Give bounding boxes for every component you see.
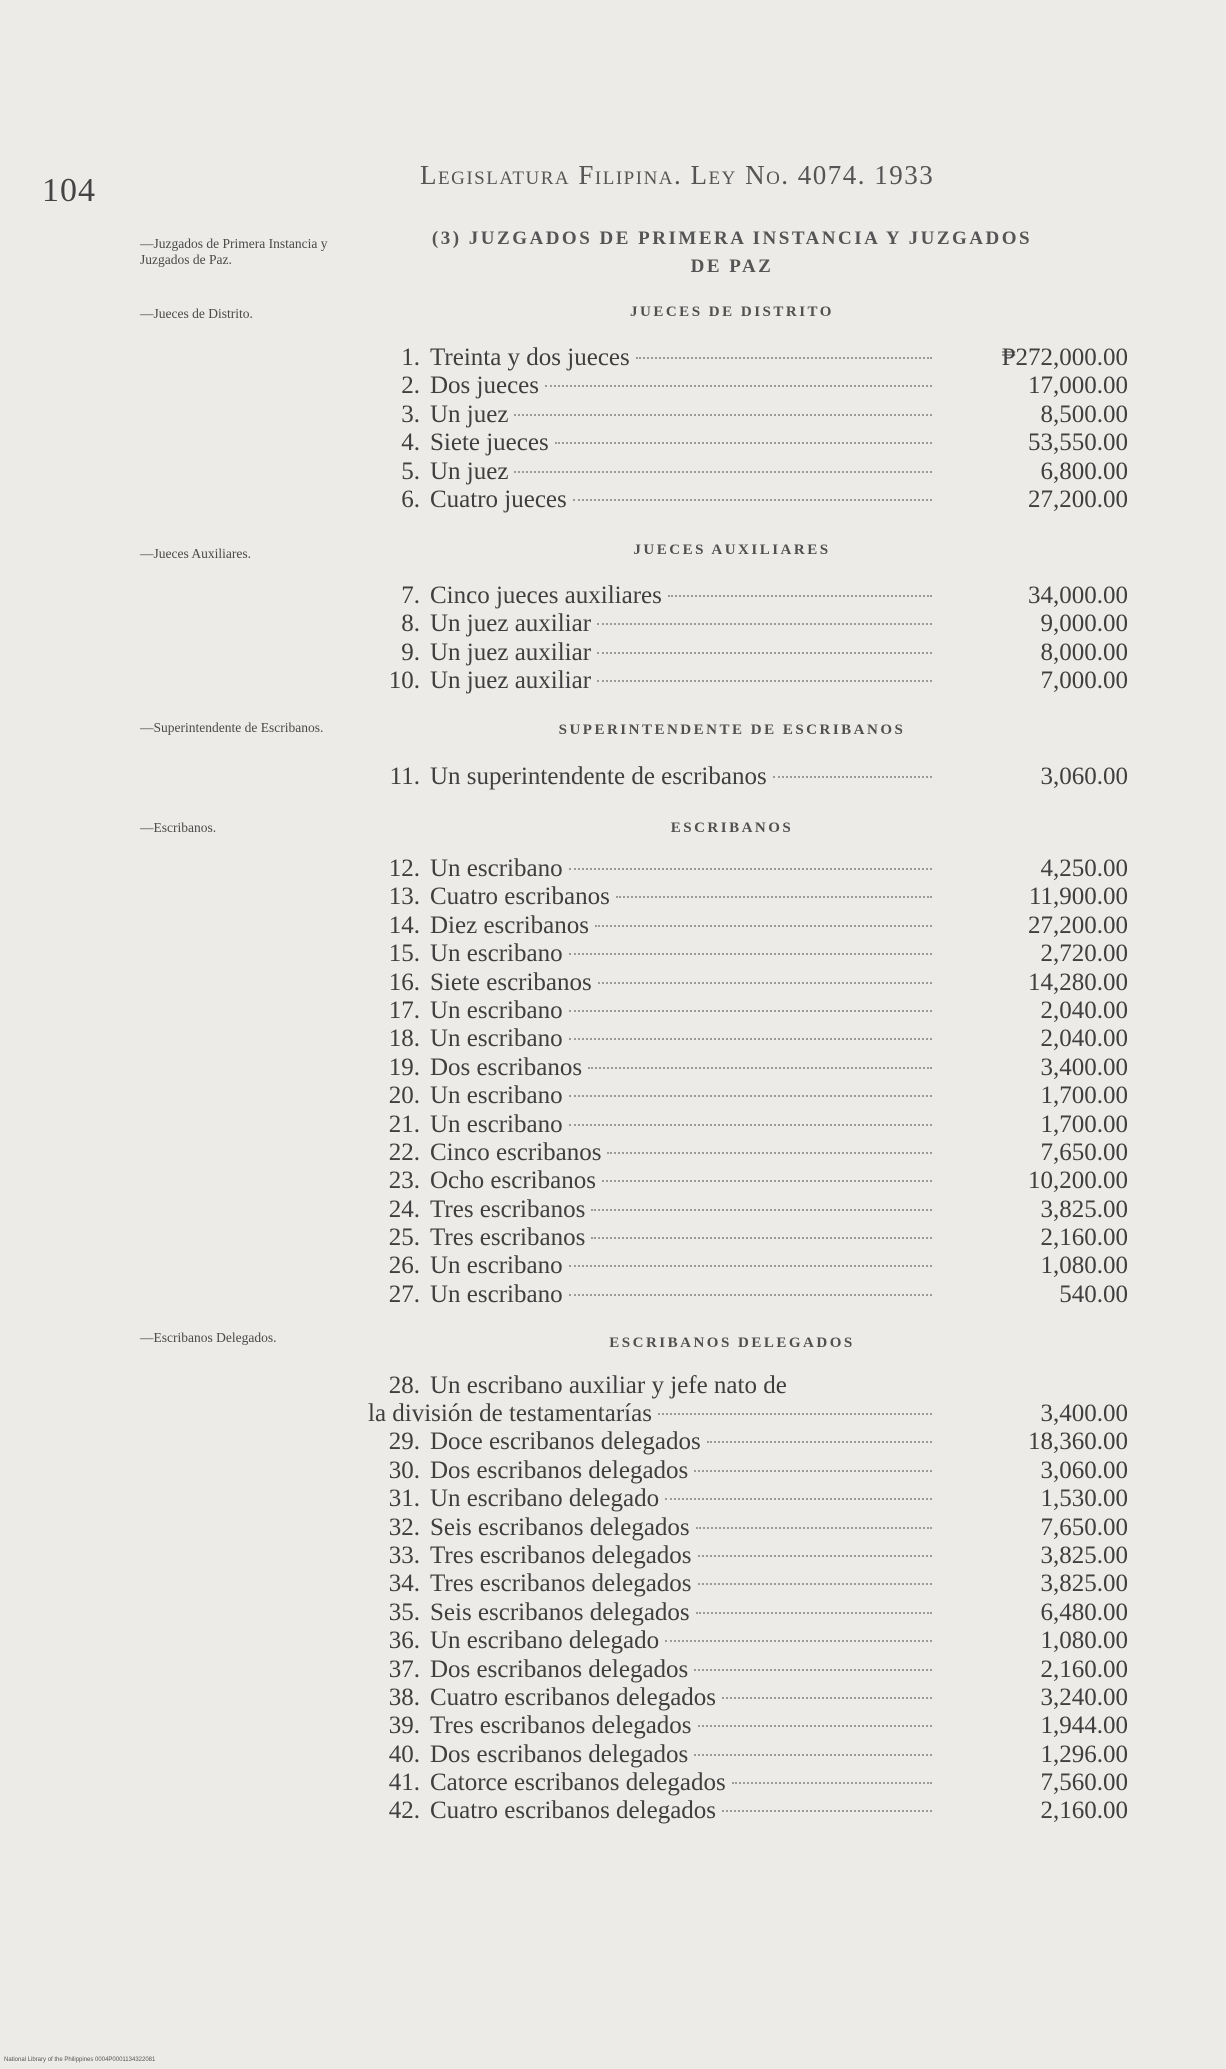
item-amount: 6,800.00 [1040, 457, 1128, 485]
item-text: Un escribano [430, 1082, 563, 1110]
list-item [368, 1111, 1128, 1139]
leader-dots [591, 1209, 932, 1211]
item-text: Tres escribanos [430, 1224, 586, 1252]
item-amount: 7,560.00 [1040, 1769, 1128, 1797]
margin-note-superintendente: —Superintendente de Escribanos. [140, 720, 324, 735]
item-amount: 2,160.00 [1040, 1797, 1128, 1825]
item-number: 25. [388, 1224, 420, 1252]
item-amount: 3,825.00 [1040, 1570, 1128, 1598]
item-amount: 2,160.00 [1040, 1224, 1128, 1252]
leader-dots [636, 357, 932, 359]
item-number: 29. [388, 1428, 420, 1456]
item-number: 39. [388, 1712, 420, 1740]
item-amount: 1,530.00 [1040, 1485, 1128, 1513]
item-amount: ₱272,000.00 [1001, 344, 1128, 371]
item-number: 27. [388, 1280, 420, 1308]
list-item [368, 1656, 1128, 1684]
list-item [368, 1372, 1128, 1400]
leader-dots [696, 1612, 932, 1614]
item-text: Un escribano [430, 855, 563, 882]
item-amount: 3,240.00 [1040, 1683, 1128, 1711]
margin-note-escribanos: —Escribanos. [140, 820, 217, 835]
item-amount: 17,000.00 [1028, 372, 1128, 400]
item-text: Un escribano [430, 1110, 563, 1138]
leader-dots [569, 953, 932, 955]
margin-note-escribanos-delegados: —Escribanos Delegados. [140, 1330, 277, 1345]
item-number: 26. [388, 1252, 420, 1280]
list-item [368, 1281, 1128, 1309]
subheading-escribanos-delegados: ESCRIBANOS DELEGADOS [609, 1335, 855, 1351]
item-number: 7. [401, 582, 420, 609]
item-number: 34. [388, 1570, 420, 1598]
item-amount: 2,160.00 [1040, 1655, 1128, 1683]
leader-dots [514, 471, 932, 473]
list-item [368, 1457, 1128, 1485]
item-number: 37. [388, 1655, 420, 1683]
list-escribanos [368, 855, 1128, 1309]
list-jueces-auxiliares [368, 582, 1128, 696]
item-text: Un superintendente de escribanos [430, 763, 767, 790]
item-text: Un escribano [430, 940, 563, 968]
section-heading-line-1: (3) JUZGADOS DE PRIMERA INSTANCIA Y JUZGADOS [431, 228, 1033, 249]
list-item [368, 855, 1128, 883]
list-escribanos-delegados [368, 1400, 1128, 1826]
list-item [368, 1542, 1128, 1570]
leader-dots [588, 1067, 932, 1069]
item-number: 35. [388, 1598, 420, 1626]
item-text: Diez escribanos [430, 911, 589, 939]
item-number: 32. [388, 1513, 420, 1541]
leader-dots [555, 442, 932, 444]
leader-dots [569, 1038, 932, 1040]
item-amount: 4,250.00 [1040, 855, 1128, 882]
list-item [368, 1485, 1128, 1513]
item-text: Un juez auxiliar [430, 610, 592, 638]
item-amount: 8,500.00 [1040, 400, 1128, 428]
item-number: 6. [401, 485, 420, 513]
item-text: Cuatro escribanos delegados [430, 1797, 717, 1825]
item-text: Un escribano [430, 1025, 563, 1053]
item-amount: 3,060.00 [1040, 763, 1128, 790]
item-amount: 18,360.00 [1028, 1428, 1128, 1456]
list-item [368, 1196, 1128, 1224]
item-amount: 6,480.00 [1040, 1598, 1128, 1626]
leader-dots [722, 1697, 932, 1699]
item-number: 9. [401, 638, 420, 666]
leader-dots [597, 680, 932, 682]
list-item [368, 1570, 1128, 1598]
item-text: Un escribano delegado [430, 1627, 660, 1655]
margin-note-juzgados: —Juzgados de Primera Instancia y Juzgados de Paz. [140, 236, 328, 268]
item-number: 10. [388, 667, 420, 695]
item-text: Seis escribanos delegados [430, 1598, 690, 1626]
list-escribanos-delegados-first [368, 1372, 1128, 1400]
item-number: 40. [388, 1740, 420, 1768]
item-number: 13. [388, 883, 420, 911]
item-text: Un escribano [430, 996, 563, 1024]
margin-note-jueces-distrito: —Jueces de Distrito. [140, 306, 253, 321]
item-number: 12. [388, 855, 420, 882]
list-superintendente [368, 763, 1128, 791]
item-text: Siete escribanos [430, 968, 592, 996]
list-item [368, 610, 1128, 638]
subheading-jueces-auxiliares: JUECES AUXILIARES [633, 542, 831, 558]
list-item [368, 1054, 1128, 1082]
item-amount: 27,200.00 [1028, 911, 1128, 939]
list-item [368, 912, 1128, 940]
footer-credit: National Library of the Philippines 0004P0001134322081 [4, 2057, 156, 2063]
item-text: Catorce escribanos delegados [430, 1769, 726, 1797]
item-text: Ocho escribanos [430, 1167, 596, 1195]
item-amount: 1,700.00 [1040, 1082, 1128, 1110]
item-amount: 3,060.00 [1040, 1456, 1128, 1484]
subheading-jueces-distrito: JUECES DE DISTRITO [630, 304, 834, 320]
item-number: 4. [401, 429, 420, 457]
list-item [368, 1741, 1128, 1769]
item-text: Un juez [430, 400, 509, 428]
leader-dots [573, 499, 932, 501]
item-amount: 3,400.00 [1040, 1400, 1128, 1427]
list-item [368, 940, 1128, 968]
leader-dots [569, 1265, 932, 1267]
item-amount: 7,000.00 [1040, 667, 1128, 695]
list-item [368, 763, 1128, 791]
list-item [368, 1082, 1128, 1110]
section-heading-line-2: DE PAZ [690, 255, 774, 277]
item-number: 3. [401, 400, 420, 428]
leader-dots [595, 925, 932, 927]
item-text: Dos escribanos delegados [430, 1740, 689, 1768]
item-number: 17. [388, 996, 420, 1024]
leader-dots [698, 1583, 932, 1585]
item-text: Dos escribanos delegados [430, 1456, 689, 1484]
leader-dots [597, 652, 932, 654]
leader-dots [569, 1095, 932, 1097]
list-item [368, 1400, 1128, 1428]
item-amount: 10,200.00 [1028, 1167, 1128, 1195]
list-item [368, 667, 1128, 695]
subheading-superintendente: SUPERINTENDENTE DE ESCRIBANOS [558, 722, 906, 738]
item-text: Un juez auxiliar [430, 667, 592, 695]
leader-dots [569, 1010, 932, 1012]
item-number: 41. [388, 1769, 420, 1797]
item-amount: 53,550.00 [1028, 429, 1128, 457]
item-number: 31. [388, 1485, 420, 1513]
item-number: 22. [388, 1138, 420, 1166]
list-item [368, 997, 1128, 1025]
list-item [368, 1139, 1128, 1167]
item-text: Cuatro escribanos delegados [430, 1683, 717, 1711]
item-text: Treinta y dos jueces [430, 344, 630, 371]
list-item [368, 1684, 1128, 1712]
item-amount: 3,400.00 [1040, 1053, 1128, 1081]
list-item [368, 1599, 1128, 1627]
leader-dots [616, 896, 932, 898]
leader-dots [694, 1669, 932, 1671]
list-item [368, 458, 1128, 486]
item-amount: 3,825.00 [1040, 1195, 1128, 1223]
item-amount: 2,720.00 [1040, 940, 1128, 968]
item-amount: 1,944.00 [1040, 1712, 1128, 1740]
leader-dots [597, 623, 932, 625]
item-text: Siete jueces [430, 429, 549, 457]
leader-dots [732, 1782, 932, 1784]
leader-dots [694, 1754, 932, 1756]
item-text: Un escribano delegado [430, 1485, 660, 1513]
item-amount: 1,700.00 [1040, 1110, 1128, 1138]
list-item [368, 1514, 1128, 1542]
leader-dots [665, 1498, 932, 1500]
list-item [368, 486, 1128, 514]
leader-dots [698, 1555, 932, 1557]
item-text: Cuatro jueces [430, 485, 567, 513]
list-item [368, 883, 1128, 911]
leader-dots [591, 1237, 932, 1239]
leader-dots [694, 1470, 932, 1472]
running-head: Legislatura Filipina. Ley No. 4074. 1933 [420, 160, 935, 190]
list-item [368, 1167, 1128, 1195]
list-item [368, 1224, 1128, 1252]
item-amount: 8,000.00 [1040, 638, 1128, 666]
leader-dots [696, 1527, 932, 1529]
item-number: 19. [388, 1053, 420, 1081]
leader-dots [602, 1180, 932, 1182]
item-number: 8. [401, 610, 420, 638]
item-text: Dos jueces [430, 372, 539, 400]
item-text: Un juez auxiliar [430, 638, 592, 666]
list-item [368, 582, 1128, 610]
item-amount: 2,040.00 [1040, 1025, 1128, 1053]
list-item [368, 1428, 1128, 1456]
list-item [368, 639, 1128, 667]
leader-dots [698, 1725, 932, 1727]
item-text: Un escribano [430, 1252, 563, 1280]
leader-dots [722, 1810, 932, 1812]
item-number: 14. [388, 911, 420, 939]
subheading-escribanos: ESCRIBANOS [670, 820, 794, 836]
item-amount: 1,296.00 [1040, 1740, 1128, 1768]
item-number: 1. [401, 344, 420, 371]
list-item [368, 344, 1128, 372]
section-heading [372, 225, 1092, 280]
item-number: 24. [388, 1195, 420, 1223]
item-number: 20. [388, 1082, 420, 1110]
item-number: 33. [388, 1541, 420, 1569]
item-text: Cinco escribanos [430, 1138, 602, 1166]
item-number: 21. [388, 1110, 420, 1138]
item-amount: 11,900.00 [1028, 883, 1128, 911]
leader-dots [658, 1413, 932, 1415]
item-amount: 14,280.00 [1028, 968, 1128, 996]
item-number: 18. [388, 1025, 420, 1053]
item-text: Doce escribanos delegados [430, 1428, 701, 1456]
list-item [368, 1252, 1128, 1280]
list-item [368, 1797, 1128, 1825]
item-amount: 1,080.00 [1040, 1627, 1128, 1655]
item-amount: 34,000.00 [1028, 582, 1128, 609]
item-text: la división de testamentarías [368, 1400, 652, 1427]
item-amount: 3,825.00 [1040, 1541, 1128, 1569]
list-item [368, 372, 1128, 400]
list-item [368, 1627, 1128, 1655]
item-text: Cinco jueces auxiliares [430, 582, 662, 609]
list-item [368, 1025, 1128, 1053]
item-amount: 1,080.00 [1040, 1252, 1128, 1280]
leader-dots [569, 1294, 932, 1296]
item-number: 16. [388, 968, 420, 996]
item-text: Dos escribanos [430, 1053, 583, 1081]
item-text: Tres escribanos delegados [430, 1541, 692, 1569]
list-item [368, 429, 1128, 457]
item-number: 38. [388, 1683, 420, 1711]
item-text: Seis escribanos delegados [430, 1513, 690, 1541]
leader-dots [545, 385, 932, 387]
leader-dots [668, 595, 932, 597]
item-amount: 540.00 [1059, 1280, 1128, 1308]
item-number: 23. [388, 1167, 420, 1195]
page-number: 104 [42, 172, 96, 209]
item-amount: 9,000.00 [1040, 610, 1128, 638]
item-text: Tres escribanos delegados [430, 1570, 692, 1598]
list-item [368, 1769, 1128, 1797]
item-amount: 7,650.00 [1040, 1513, 1128, 1541]
item-amount: 27,200.00 [1028, 485, 1128, 513]
item-amount: 7,650.00 [1040, 1138, 1128, 1166]
list-item [368, 969, 1128, 997]
list-item [368, 1712, 1128, 1740]
item-text: Un escribano [430, 1280, 563, 1308]
item-number: 5. [401, 457, 420, 485]
item-number: 30. [388, 1456, 420, 1484]
leader-dots [773, 776, 932, 778]
list-item [368, 401, 1128, 429]
leader-dots [665, 1640, 932, 1642]
leader-dots [569, 1124, 932, 1126]
item-text: Tres escribanos delegados [430, 1712, 692, 1740]
item-text: Cuatro escribanos [430, 883, 610, 911]
item-text: Un escribano auxiliar y jefe nato de [430, 1372, 787, 1399]
leader-dots [514, 414, 932, 416]
leader-dots [598, 982, 932, 984]
item-number: 11. [389, 763, 420, 790]
item-text: Tres escribanos [430, 1195, 586, 1223]
leader-dots [569, 868, 932, 870]
item-number: 42. [388, 1797, 420, 1825]
item-amount: 2,040.00 [1040, 996, 1128, 1024]
leader-dots [607, 1152, 932, 1154]
item-number: 2. [401, 372, 420, 400]
margin-note-jueces-auxiliares: —Jueces Auxiliares. [140, 546, 251, 561]
item-text: Dos escribanos delegados [430, 1655, 689, 1683]
list-jueces-distrito [368, 344, 1128, 514]
item-number: 15. [388, 940, 420, 968]
item-number: 36. [388, 1627, 420, 1655]
item-text: Un juez [430, 457, 509, 485]
leader-dots [707, 1441, 932, 1443]
item-number: 28. [388, 1372, 420, 1399]
